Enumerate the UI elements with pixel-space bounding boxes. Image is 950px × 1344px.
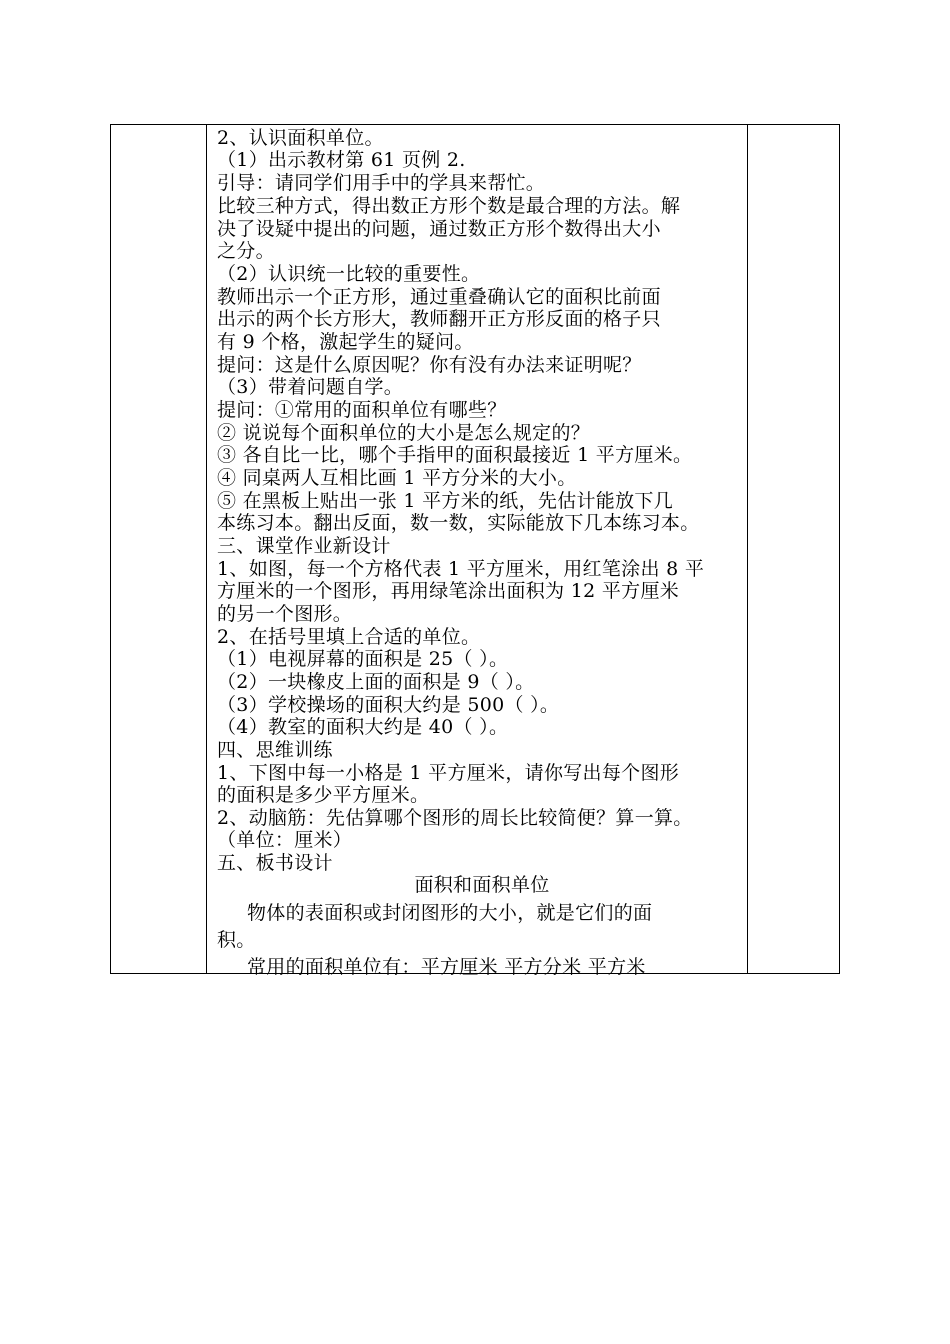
text-line: 决了设疑中提出的问题，通过数正方形个数得出大小 (217, 218, 661, 240)
board-paragraph-1-cont: 积。 (217, 929, 256, 951)
text-line: 的面积是多少平方厘米。 (217, 784, 430, 806)
column-divider-left (206, 125, 207, 973)
text-line: 有 9 个格，激起学生的疑问。 (217, 331, 474, 353)
board-paragraph-2: 常用的面积单位有：平方厘米 平方分米 平方米 (247, 956, 646, 978)
text-line: （3）学校操场的面积大约是 500（ ）。 (217, 694, 560, 716)
text-line: 本练习本。翻出反面，数一数，实际能放下几本练习本。 (217, 512, 700, 534)
text-line: 提问：①常用的面积单位有哪些？ (217, 399, 507, 421)
section-heading: 四、思维训练 (217, 739, 333, 761)
text-line: 2、在括号里填上合适的单位。 (217, 626, 481, 648)
section-heading: 五、板书设计 (217, 852, 333, 874)
text-line: （单位：厘米） (217, 829, 353, 851)
text-line: （4）教室的面积大约是 40（ ）。 (217, 716, 509, 738)
text-line: 出示的两个长方形大，教师翻开正方形反面的格子只 (217, 308, 661, 330)
text-line: 1、下图中每一小格是 1 平方厘米，请你写出每个图形 (217, 762, 680, 784)
text-line: ④ 同桌两人互相比画 1 平方分米的大小。 (217, 467, 577, 489)
text-line: （2）一块橡皮上面的面积是 9（ ）。 (217, 671, 535, 693)
text-line: （1）出示教材第 61 页例 2. (217, 149, 466, 171)
text-line: ⑤ 在黑板上贴出一张 1 平方米的纸，先估计能放下几 (217, 490, 674, 512)
text-line: 的另一个图形。 (217, 603, 353, 625)
text-line: 引导：请同学们用手中的学具来帮忙。 (217, 172, 546, 194)
text-line: ③ 各自比一比，哪个手指甲的面积最接近 1 平方厘米。 (217, 444, 693, 466)
board-title: 面积和面积单位 (414, 874, 550, 896)
text-line: 提问：这是什么原因呢？你有没有办法来证明呢？ (217, 354, 642, 376)
text-line: 之分。 (217, 240, 275, 262)
text-line: （3）带着问题自学。 (217, 376, 404, 398)
section-heading: 三、课堂作业新设计 (217, 535, 391, 557)
text-line: 教师出示一个正方形，通过重叠确认它的面积比前面 (217, 286, 661, 308)
text-line: 1、如图，每一个方格代表 1 平方厘米，用红笔涂出 8 平 (217, 558, 705, 580)
text-line: 比较三种方式，得出数正方形个数是最合理的方法。解 (217, 195, 681, 217)
text-line: 2、认识面积单位。 (217, 127, 384, 149)
column-divider-right (747, 125, 748, 973)
text-line: 方厘米的一个图形，再用绿笔涂出面积为 12 平方厘米 (217, 580, 680, 602)
text-line: 2、动脑筋：先估算哪个图形的周长比较简便？算一算。 (217, 807, 693, 829)
board-paragraph-1: 物体的表面积或封闭图形的大小，就是它们的面 (247, 902, 653, 924)
text-line: （2）认识统一比较的重要性。 (217, 263, 481, 285)
text-line: ② 说说每个面积单位的大小是怎么规定的？ (217, 422, 591, 444)
text-line: （1）电视屏幕的面积是 25（ ）。 (217, 648, 509, 670)
lesson-content-cell (217, 124, 747, 978)
